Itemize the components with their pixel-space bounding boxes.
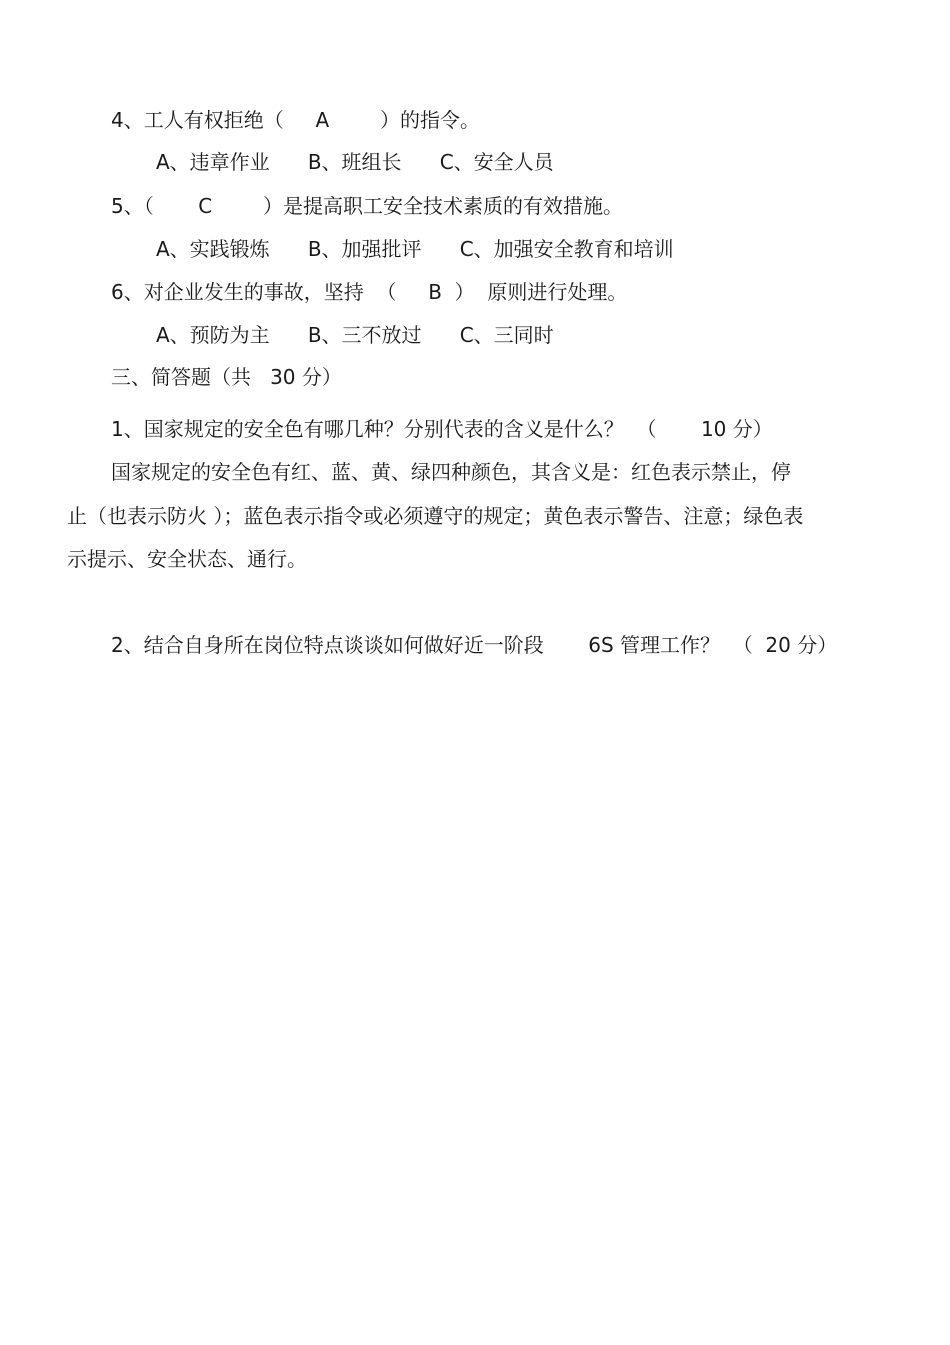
section-3-heading: 三、简答题（共 30 分） — [111, 365, 342, 389]
short-answer-question-2: 2、结合自身所在岗位特点谈谈如何做好近一阶段 6S 管理工作？ （ 20 分） — [111, 633, 838, 657]
question-6: 6、对企业发生的事故，坚持 （ B ） 原则进行处理。 — [111, 280, 628, 304]
answer-1-line-1: 国家规定的安全色有红、蓝、黄、绿四种颜色，其含义是：红色表示禁止，停 — [111, 460, 791, 484]
question-6-options: A、预防为主 B、三不放过 C、三同时 — [156, 323, 554, 347]
question-4-options: A、违章作业 B、班组长 C、安全人员 — [156, 150, 554, 174]
short-answer-question-1: 1、国家规定的安全色有哪几种？分别代表的含义是什么？ （ 10 分） — [111, 417, 773, 441]
answer-1-line-2: 止（也表示防火 ）；蓝色表示指令或必须遵守的规定；黄色表示警告、注意；绿色表 — [67, 504, 804, 528]
question-5: 5、（ C ）是提高职工安全技术素质的有效措施。 — [111, 194, 624, 218]
question-5-options: A、实践锻炼 B、加强批评 C、加强安全教育和培训 — [156, 237, 674, 261]
answer-1-line-3: 示提示、安全状态、通行。 — [67, 547, 307, 571]
question-4: 4、工人有权拒绝（ A ）的指令。 — [111, 108, 481, 132]
